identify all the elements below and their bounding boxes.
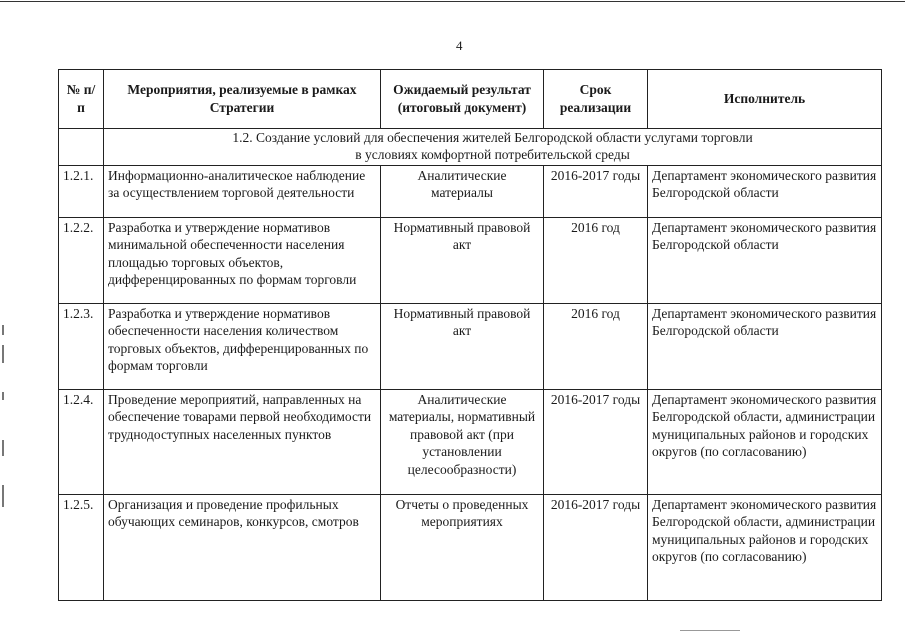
scan-mark — [2, 325, 4, 335]
page-number: 4 — [456, 38, 463, 53]
section-title-line1: 1.2. Создание условий для обеспечения жителей Белгородской области услугами торговли — [232, 130, 753, 145]
row-result: Аналитические материалы, нормативный правовой акт (при установлении целесообразности) — [381, 389, 544, 494]
row-result: Нормативный правовой акт — [381, 217, 544, 303]
row-num: 1.2.1. — [59, 165, 104, 217]
row-executor: Департамент экономического развития Белгородской области — [648, 165, 882, 217]
header-activity: Мероприятия, реализуемые в рамках Стратегии — [104, 70, 381, 129]
row-activity: Организация и проведение профильных обучающих семинаров, конкурсов, смотров — [104, 494, 381, 600]
header-result: Ожидаемый результат (итоговый документ) — [381, 70, 544, 129]
section-row — [59, 129, 882, 166]
header-term: Срок реализации — [544, 70, 648, 129]
row-term: 2016-2017 годы — [544, 165, 648, 217]
header-num: № п/п — [59, 70, 104, 129]
scan-mark — [2, 345, 4, 363]
row-num: 1.2.5. — [59, 494, 104, 600]
row-executor: Департамент экономического развития Белгородской области — [648, 217, 882, 303]
row-executor: Департамент экономического развития Белгородской области, администрации муниципальных районов и городских округов (по согласованию) — [648, 494, 882, 600]
table-row — [59, 165, 882, 217]
page-bottom-mark — [680, 630, 740, 631]
row-executor: Департамент экономического развития Белгородской области, администрации муниципальных районов и городских округов (по согласованию) — [648, 389, 882, 494]
scan-mark — [2, 485, 4, 507]
table-row — [59, 494, 882, 600]
scan-mark — [2, 440, 4, 456]
header-executor: Исполнитель — [648, 70, 882, 129]
row-num: 1.2.3. — [59, 303, 104, 389]
table-row — [59, 389, 882, 494]
activities-table — [58, 69, 882, 601]
row-result: Отчеты о проведенных мероприятиях — [381, 494, 544, 600]
row-term: 2016-2017 годы — [544, 389, 648, 494]
row-activity: Проведение мероприятий, направленных на обеспечение товарами первой необходимости труднодоступных населенных пунктов — [104, 389, 381, 494]
section-title-line2: в условиях комфортной потребительской среды — [355, 146, 630, 162]
row-num: 1.2.2. — [59, 217, 104, 303]
row-num: 1.2.4. — [59, 389, 104, 494]
row-activity: Разработка и утверждение нормативов обеспеченности населения количеством торговых объектов, дифференцированных по формам торговли — [104, 303, 381, 389]
section-title — [104, 129, 882, 166]
row-term: 2016 год — [544, 303, 648, 389]
row-term: 2016-2017 годы — [544, 494, 648, 600]
row-result: Нормативный правовой акт — [381, 303, 544, 389]
row-result: Аналитические материалы — [381, 165, 544, 217]
row-executor: Департамент экономического развития Белгородской области — [648, 303, 882, 389]
table-row — [59, 217, 882, 303]
row-term: 2016 год — [544, 217, 648, 303]
section-num-cell — [59, 129, 104, 166]
page-top-edge — [0, 1, 905, 2]
row-activity: Информационно-аналитическое наблюдение за осуществлением торговой деятельности — [104, 165, 381, 217]
table-row — [59, 303, 882, 389]
table-header-row — [59, 70, 882, 129]
scan-mark — [2, 392, 4, 400]
row-activity: Разработка и утверждение нормативов минимальной обеспеченности населения площадью торговых объектов, дифференцированных по формам торговли — [104, 217, 381, 303]
